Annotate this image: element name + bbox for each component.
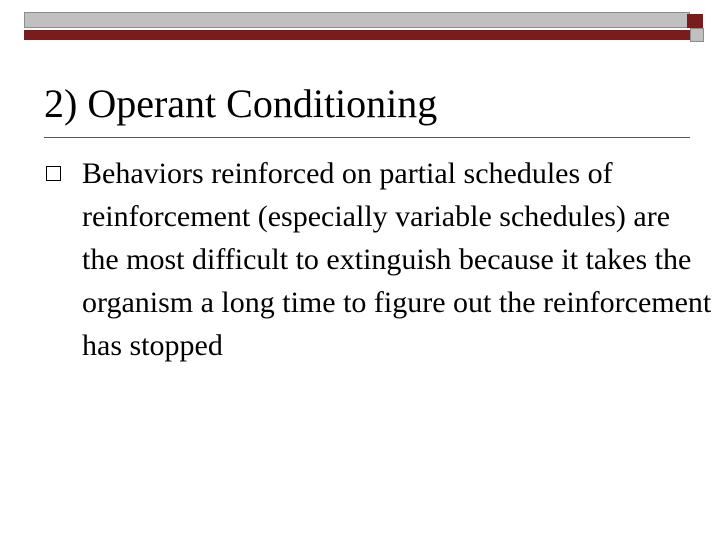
title-divider [44, 137, 690, 138]
corner-gray-square [690, 28, 704, 42]
slide-title: 2) Operant Conditioning [44, 81, 438, 126]
corner-red-square [687, 14, 703, 28]
top-gray-bar [24, 12, 690, 28]
square-bullet-icon [46, 166, 61, 181]
top-red-bar [24, 30, 690, 40]
bullet-text: Behaviors reinforced on partial schedules of reinforcement (especially variable schedules) are the most difficult to extinguish because it takes the organism a long time to figure out the reinforcement has stopped [82, 157, 712, 362]
